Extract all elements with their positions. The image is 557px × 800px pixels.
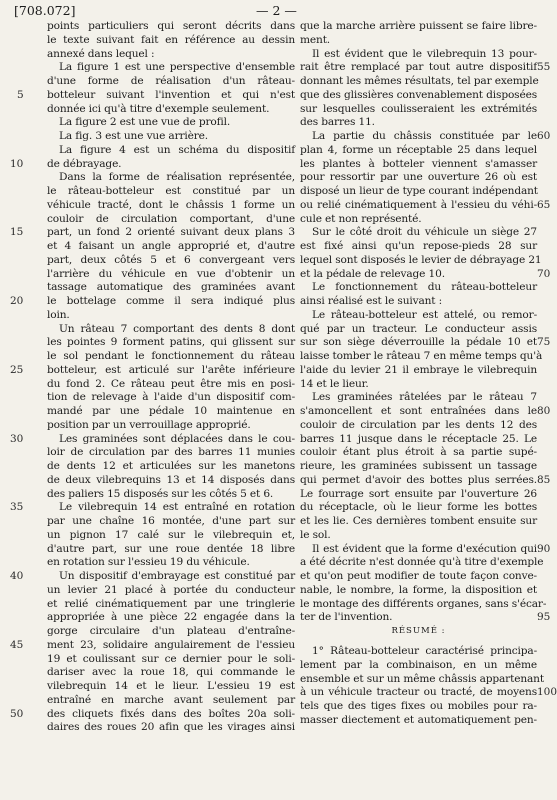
left-line-number: 30 (10, 432, 24, 445)
right-line-number: 65 (537, 198, 551, 211)
section-heading-resume: RÉSUMÉ : (391, 626, 446, 636)
left-text-line: La fig. 3 est une vue arrière. (59, 130, 209, 142)
left-text-line: daires des roues 20 afin que les virages ainsi (47, 721, 295, 734)
left-text-line: le texte suivant fait en référence au dessin (47, 33, 295, 46)
right-text-line: que la marche arrière puissent se faire libre- (300, 20, 537, 32)
right-text-line: qui permet d'avoir des bottes plus serrées. (300, 473, 537, 486)
right-line-number: 80 (537, 405, 551, 417)
page-number: — 2 — (256, 3, 297, 18)
left-line-number: 45 (10, 638, 24, 651)
right-text-line: a été décrite n'est donnée qu'à titre d'exemple (300, 556, 544, 569)
right-text-line: pour ressortir par une ouverture 26 où est (300, 171, 537, 184)
left-text-line: La figure 1 est une perspective d'ensemble (59, 61, 295, 74)
right-text-line: 14 et le lieur. (300, 377, 369, 390)
left-text-line: un pignon 17 calé sur le vilebrequin et, (47, 528, 295, 541)
left-text-line: donnée ici qu'à titre d'exemple seulement. (47, 102, 270, 115)
right-text-line: ensemble et sur un même châssis appartenant (300, 672, 544, 685)
right-text-line: que des glissières convenablement disposées (300, 88, 537, 101)
right-text-line: disposé un lieur de type courant indépendant (300, 185, 538, 197)
left-text-line: un levier 21 placé à portée du conducteur (47, 583, 295, 596)
left-text-line: du fond 2. Ce râteau peut être mis en posi- (47, 377, 295, 390)
right-line-number: 100 (537, 686, 557, 698)
right-text-line: Les graminées râtelées par le râteau 7 (312, 391, 537, 404)
left-text-line: part, deux côtés 5 et 6 convergeant vers (47, 253, 295, 266)
left-text-line: tion de relevage à l'aide d'un dispositif com- (47, 391, 295, 404)
left-text-line: Un râteau 7 comportant des dents 8 dont (59, 322, 295, 335)
right-text-line: est fixé ainsi qu'un repose-pieds 28 sur (300, 240, 537, 252)
left-line-number: 25 (10, 363, 24, 376)
left-text-line: vilebrequin 14 et le lieur. L'essieu 19 est (47, 680, 295, 692)
left-text-line: 19 et coulissant sur ce dernier pour le soli- (47, 652, 295, 665)
right-text-line: ou relié cinématiquement à l'essieu du véhi- (300, 198, 537, 211)
right-text-line: rieure, les graminées subissent un tassage (300, 460, 537, 472)
left-text-line: botteleur, est articulé sur l'arête inférieure (47, 363, 295, 376)
left-text-line: loin. (47, 308, 70, 321)
right-line-number: 55 (537, 61, 551, 74)
left-text-line: La figure 2 est une vue de profil. (59, 116, 231, 129)
left-text-line: couloir de circulation comportant, d'une (47, 212, 295, 225)
left-text-line: points particuliers qui seront décrits dans (47, 20, 295, 32)
left-text-line: tassage automatique des graminées avant (47, 281, 295, 294)
left-text-line: part, un fond 2 orienté suivant deux plans 3 (47, 226, 295, 239)
right-text-line: Le râteau-botteleur est attelé, ou remor- (312, 308, 537, 321)
left-text-line: par une chaîne 16 montée, d'une part sur (47, 515, 295, 527)
right-line-number: 60 (537, 130, 551, 142)
right-text-line: 1° Râteau-botteleur caractérisé principa- (312, 645, 537, 657)
left-text-line: l'arrière du véhicule en vue d'obtenir un (47, 267, 295, 280)
right-text-line: sur lesquelles coulisseraient les extrémités (300, 102, 537, 115)
right-text-line: Le fonctionnement du râteau-botteleur (312, 281, 537, 294)
left-line-number: 20 (10, 295, 24, 307)
left-text-line: de débrayage. (47, 157, 122, 170)
left-text-line: et 4 faisant un angle approprié et, d'autre (47, 240, 295, 252)
left-text-line: ment 23, solidaire angulairement de l'essieu (47, 638, 295, 651)
left-line-number: 40 (10, 570, 24, 582)
right-text-line: La partie du châssis constituée par le (312, 130, 537, 142)
right-text-line: masser diectement et automatiquement pen- (300, 713, 537, 726)
left-text-line: gorge circulaire d'un plateau d'entraîne- (47, 625, 295, 637)
right-text-line: nable, le nombre, la forme, la disposition et (300, 583, 537, 596)
right-text-line: ter de l'invention. (300, 611, 393, 624)
left-text-line: La figure 4 est un schéma du dispositif (59, 143, 295, 156)
right-text-line: à un véhicule tracteur ou tracté, de moyens (300, 686, 537, 699)
right-text-line: des barres 11. (300, 116, 375, 129)
right-text-line: plan 4, forme un réceptable 25 dans lequel (300, 143, 537, 156)
left-text-line: de dents 12 et articulées sur les manetons (47, 460, 295, 472)
left-text-column (47, 20, 295, 735)
left-text-line: de deux vilebrequins 13 et 14 disposés dans (47, 473, 295, 486)
left-text-line: des paliers 15 disposés sur les côtés 5 et 6. (47, 487, 274, 500)
right-text-line: et les lie. Ces dernières tombent ensuite sur (300, 515, 537, 527)
left-text-line: Dans la forme de réalisation représentée, (59, 171, 295, 184)
right-text-line: barres 11 jusque dans le réceptacle 25. Le (300, 432, 537, 445)
left-text-line: d'une forme de réalisation d'un râteau- (47, 75, 295, 87)
right-text-line: du réceptacle, où le lieur forme les bottes (300, 501, 537, 514)
left-text-line: le bottelage comme il sera indiqué plus (47, 295, 295, 307)
left-text-line: le râteau-botteleur est constitué par un (47, 185, 295, 197)
right-text-line: donnant les mêmes résultats, tel par exemple (300, 75, 539, 87)
right-text-line: s'amoncellent et sont entraînées dans le (300, 405, 537, 417)
left-text-line: position par un verrouillage approprié. (47, 418, 251, 431)
right-line-number: 85 (537, 473, 551, 486)
left-line-number: 50 (10, 707, 24, 720)
left-line-number: 15 (10, 226, 24, 239)
right-text-line: le montage des différents organes, sans s'écar- (300, 597, 547, 610)
left-line-number: 35 (10, 501, 24, 514)
document-number: [708.072] (14, 3, 76, 18)
right-line-number: 90 (537, 542, 551, 555)
left-text-line: loir de circulation par des barres 11 munies (47, 446, 295, 459)
left-text-line: véhicule tracté, dont le châssis 1 forme un (47, 198, 295, 211)
right-text-line: Sur le côté droit du véhicule un siège 27 (312, 226, 537, 239)
left-text-line: appropriée à une pièce 22 engagée dans la (47, 611, 295, 624)
right-text-line: couloir de circulation par les dents 12 des (300, 418, 537, 431)
left-text-line: Les graminées sont déplacées dans le cou- (59, 432, 295, 445)
right-text-line: lequel sont disposés le levier de débrayage 21 (300, 253, 542, 266)
left-line-number: 10 (10, 157, 24, 170)
left-text-line: annexé dans lequel : (47, 47, 155, 60)
right-text-line: rait être remplacé par tout autre dispositif (300, 61, 537, 74)
right-text-line: sur son siège déverrouille la pédale 10 et (300, 336, 537, 349)
right-text-line: Il est évident que la forme d'exécution qui (312, 542, 537, 555)
right-text-line: tels que des tiges fixes ou mobiles pour ra- (300, 700, 537, 712)
left-text-line: les pointes 9 forment patins, qui glissent sur (47, 336, 295, 349)
left-text-line: Le vilebrequin 14 est entraîné en rotation (59, 501, 295, 514)
right-line-number: 95 (537, 611, 551, 624)
right-text-line: l'aide du levier 21 il embraye le vilebrequin (300, 363, 537, 376)
left-text-line: entraîné en marche avant seulement par (47, 693, 295, 706)
right-line-number: 70 (537, 267, 551, 280)
left-line-number: 5 (17, 88, 24, 101)
right-text-line: ment. (300, 33, 331, 46)
right-text-line: cule et non représenté. (300, 212, 422, 225)
right-text-line: les plantes à botteler viennent s'amasser (300, 157, 537, 170)
right-text-line: et la pédale de relevage 10. (300, 267, 445, 280)
left-text-line: dariser avec la roue 18, qui commande le (47, 666, 295, 679)
left-text-line: Un dispositif d'embrayage est constitué par (59, 570, 295, 582)
left-text-line: mandé par une pédale 10 maintenue en (47, 405, 295, 417)
left-text-line: d'autre part, sur une roue dentée 18 libre (47, 542, 295, 555)
right-text-line: le sol. (300, 528, 331, 541)
left-text-line: et relié cinématiquement par une tringlerie (47, 597, 295, 610)
left-text-line: botteleur suivant l'invention et qui n'est (47, 88, 295, 101)
right-text-line: Il est évident que le vilebrequin 13 pour- (312, 47, 537, 60)
left-text-line: en rotation sur l'essieu 19 du véhicule. (47, 556, 250, 569)
right-text-line: couloir étant plus étroit à sa partie supé- (300, 446, 537, 459)
right-text-line: et qu'on peut modifier de toute façon conve- (300, 570, 537, 582)
right-text-line: qué par un tracteur. Le conducteur assis (300, 322, 537, 335)
right-line-number: 75 (537, 336, 551, 349)
left-text-line: des cliquets fixés dans des boîtes 20a soli- (47, 707, 295, 720)
right-text-line: ainsi réalisé est le suivant : (300, 295, 443, 307)
right-text-line: laisse tomber le râteau 7 en même temps qu'à (300, 350, 543, 362)
right-text-line: lement par la combinaison, en un même (300, 658, 537, 671)
left-text-line: le sol pendant le fonctionnement du râteau (47, 350, 295, 362)
right-text-line: Le fourrage sort ensuite par l'ouverture 26 (300, 487, 537, 500)
